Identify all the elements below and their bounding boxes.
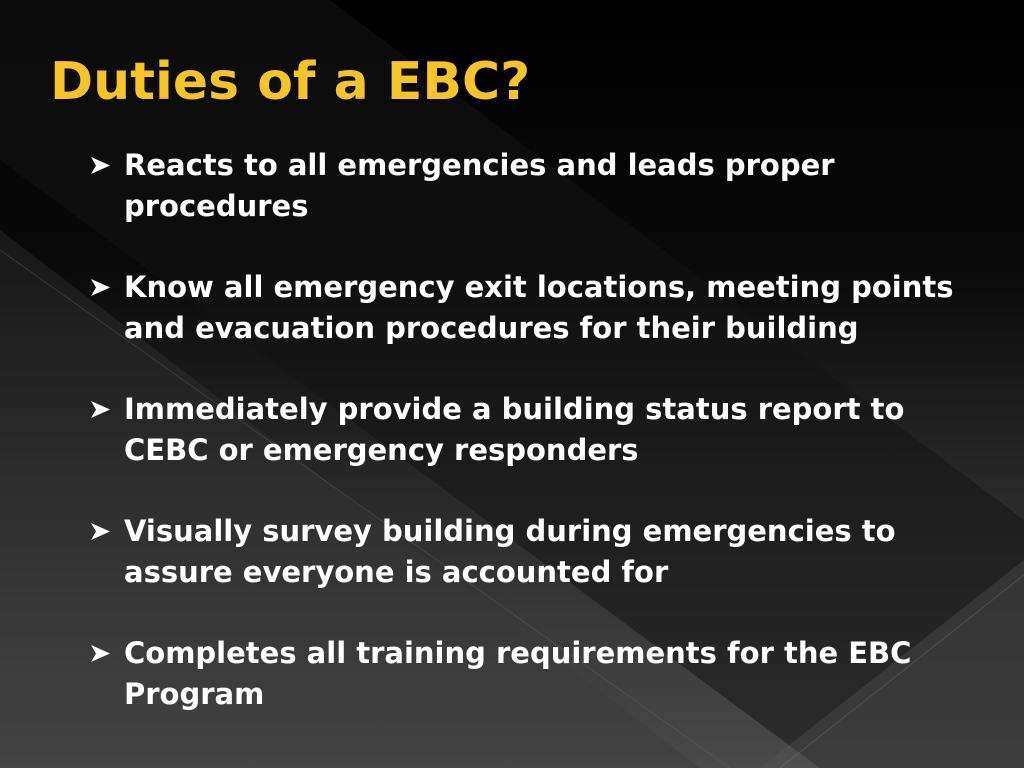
arrowhead-bullet-icon	[88, 389, 118, 430]
bullet-item	[88, 145, 988, 227]
arrowhead-bullet-icon	[88, 633, 118, 674]
bullet-text: Reacts to all emergencies and leads proper procedures	[124, 148, 835, 223]
bullet-text: Visually survey building during emergencies to assure everyone is accounted for	[124, 514, 896, 589]
slide-title: Duties of a EBC?	[50, 52, 531, 112]
bullet-text: Immediately provide a building status report to CEBC or emergency responders	[124, 392, 905, 467]
bullet-text: Completes all training requirements for the EBC Program	[124, 636, 912, 711]
bullet-item	[88, 267, 988, 349]
bullet-text: Know all emergency exit locations, meeting points and evacuation procedures for their building	[124, 270, 954, 345]
arrowhead-bullet-icon	[88, 267, 118, 308]
arrowhead-bullet-icon	[88, 145, 118, 186]
bullet-item	[88, 511, 988, 593]
arrowhead-bullet-icon	[88, 511, 118, 552]
bullet-item	[88, 633, 988, 715]
bullet-item	[88, 389, 988, 471]
bullet-list	[88, 145, 988, 755]
